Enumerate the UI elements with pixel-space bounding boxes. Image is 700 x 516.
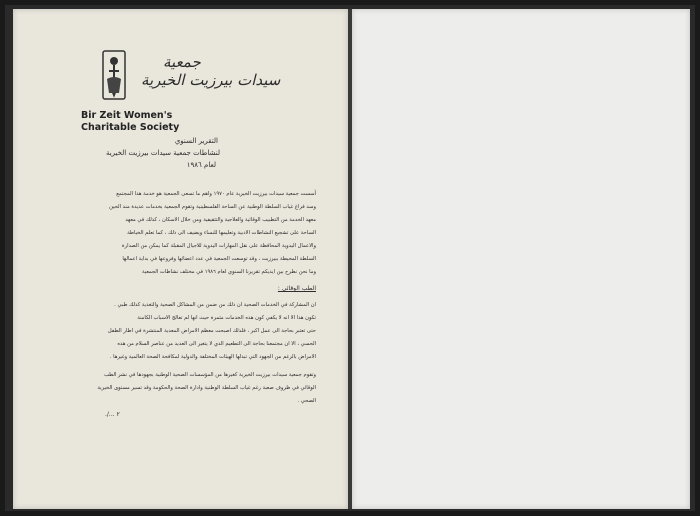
organization-arabic-line-2: سيدات بيرزيت الخيرية [141,71,281,89]
organization-arabic-line-1: جمعية [163,53,201,71]
medical-paragraph-line: حتى تعتبر بحاجة الى عمل اكبر ، فلذلك اصبحت معظم الامراض المعدية المنتشرة في اطار الطفل [107,328,316,334]
intro-line: أسست جمعية سيدات بيرزيت الخيرية عام ١٩٧٠ واهم ما تسعى الجمعية هو خدمة هذا المجتمع [116,191,316,197]
organization-english-line-1: Bir Zeit Women's [81,110,173,121]
intro-line: الساحة على تشجيع النشاطات الادبية وتعليمها للنساء ويضيف الى ذلك ، كما تعلم الخياطة [127,230,316,236]
medical-paragraph-2-line: وتقوم جمعية سيدات بيرزيت الخيرية كغيرها من المؤسسات الصحية الوطنية بجهودها في نشر الطب [104,372,316,378]
organization-english-line-2: Charitable Society [81,122,180,133]
intro-line: وما نحن نطرح بين ايديكم تقريرنا السنوي لعام ١٩٨٦ في مختلف نشاطات الجمعية [142,269,316,275]
medical-paragraph-line: ان المشاركة في الخدمات الصحية ان ذلك من ضمن من المشاكل الصحية والتغذية كذلك طبي . [114,302,316,308]
medical-paragraph-line: الامراض بالرغم من الجهود التي تبذلها الهيئات المختلفة والدولية لمكافحة الصحة العالمية وغيرها . [109,354,316,360]
document-spread [5,5,695,511]
medical-paragraph-2-line: الوقائي في ظروف صعبة رغم غياب السلطة الوطنية وادارة الصحة والحكومة وقد تسير مستوى الخيرية [97,385,316,391]
report-title-line-2: لنشاطات جمعية سيدات بيرزيت الخيرية [105,149,220,157]
report-title-line-3: لعام ١٩٨٦ [186,161,216,169]
medical-section-heading: الطب الوقائي : [277,285,316,292]
intro-line: وسد فراغ غياب السلطة الوطنية عن الساحة الفلسطينية وتقوم الجمعية بخدمات عديدة منذ الحين [109,204,316,210]
left-page [13,9,348,509]
continuation-marker: ./... ٢ [105,411,120,418]
intro-line: معهد الخدمة من التطبيب الوقائية والعلاجية والتثقيفية ومن خلال الاسكان ، كذلك في معهد [125,217,316,223]
society-emblem-icon [101,49,127,101]
intro-line: السلطة المحيطة ببيرزيت ، وقد توسعت الجمعية في عدد اعضائها وفروعها في بداية اعمالها [122,256,316,262]
medical-paragraph-2-line: الصحي . [297,398,316,404]
report-title-line-1: التقرير السنوي [174,137,218,145]
medical-paragraph-line: الحسي ، الا ان مجتمعنا بحاجة الى التطعيم الذي لا يتغير الى العديد من عناصر السلام من هذه [117,341,316,347]
intro-line: والاعمال اليدوية المحافظة على نقل المهارات اليدوية للاجيال المقبلة كما يمكن من الصدارة [121,243,316,249]
right-page-blank [352,9,690,509]
medical-paragraph-line: تكون هذا الا انه لا يكفي كون هذه الخدمات مثمرة حيث انها لم تعالج الاسباب الكامنة [137,315,316,321]
